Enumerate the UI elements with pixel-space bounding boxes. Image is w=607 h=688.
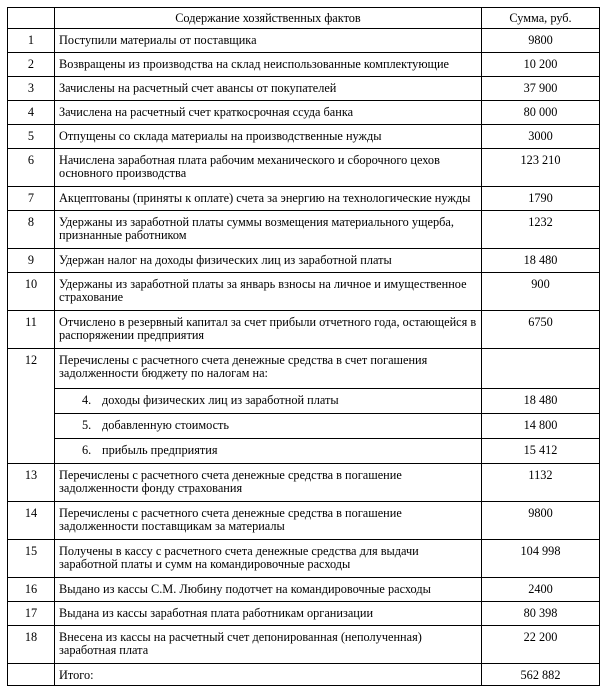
sub-item-text: прибыль предприятия: [102, 443, 218, 457]
table-subrow: [8, 414, 600, 439]
row-sum: 22 200: [482, 626, 600, 664]
row-number: 12: [8, 349, 55, 389]
row-sum: 15 412: [482, 439, 600, 464]
row-number: 8: [8, 211, 55, 249]
row-number: 4: [8, 101, 55, 125]
row-sum: 9800: [482, 502, 600, 540]
row-sum: 2400: [482, 578, 600, 602]
table-row: [8, 77, 600, 101]
row-number: 18: [8, 626, 55, 664]
header-number: [8, 8, 55, 29]
table-row: [8, 464, 600, 502]
row-number: 1: [8, 29, 55, 53]
row-description: Перечислены с расчетного счета денежные средства в погашение задолженности поставщикам за материалы: [55, 502, 482, 540]
row-sum: 80 000: [482, 101, 600, 125]
row-description: Начислена заработная плата рабочим механического и сборочного цехов основного производства: [55, 149, 482, 187]
row-number: 16: [8, 578, 55, 602]
row-number: 15: [8, 540, 55, 578]
table-row: [8, 187, 600, 211]
row-description: Удержаны из заработной платы за январь взносы на личное и имущественное страхование: [55, 273, 482, 311]
table-row: [8, 101, 600, 125]
row-sum: 80 398: [482, 602, 600, 626]
total-row: [8, 664, 600, 686]
row-sum: 37 900: [482, 77, 600, 101]
row-sum: 1232: [482, 211, 600, 249]
table-row: [8, 502, 600, 540]
row-description: Поступили материалы от поставщика: [55, 29, 482, 53]
table-row: [8, 53, 600, 77]
table-row: [8, 349, 600, 389]
row-number: [8, 414, 55, 439]
sub-item-text: добавленную стоимость: [102, 418, 230, 432]
table-row: [8, 125, 600, 149]
total-sum: 562 882: [482, 664, 600, 686]
table-subrow: [8, 389, 600, 414]
row-description: Зачислена на расчетный счет краткосрочная ссуда банка: [55, 101, 482, 125]
row-sum: 123 210: [482, 149, 600, 187]
row-sum: 18 480: [482, 389, 600, 414]
row-number: 2: [8, 53, 55, 77]
row-description: Получены в кассу с расчетного счета денежные средства для выдачи заработной платы и сумм на командировочные расходы: [55, 540, 482, 578]
row-sum: 6750: [482, 311, 600, 349]
table-row: [8, 626, 600, 664]
row-sum: [482, 349, 600, 389]
row-description: Возвращены из производства на склад неиспользованные комплектующие: [55, 53, 482, 77]
table-row: [8, 540, 600, 578]
row-sum: 104 998: [482, 540, 600, 578]
row-number: 14: [8, 502, 55, 540]
row-description: Выдано из кассы С.М. Любину подотчет на командировочные расходы: [55, 578, 482, 602]
row-sum: 9800: [482, 29, 600, 53]
row-description: Внесена из кассы на расчетный счет депонированная (неполученная) заработная плата: [55, 626, 482, 664]
row-number: 10: [8, 273, 55, 311]
row-description: [55, 414, 482, 439]
row-sum: 900: [482, 273, 600, 311]
transactions-table: [7, 7, 600, 686]
row-sum: 3000: [482, 125, 600, 149]
row-number: 6: [8, 149, 55, 187]
row-sum: 1132: [482, 464, 600, 502]
row-number: 13: [8, 464, 55, 502]
row-sum: 18 480: [482, 249, 600, 273]
row-number: [8, 439, 55, 464]
table-body: [8, 29, 600, 664]
row-description: Отпущены со склада материалы на производственные нужды: [55, 125, 482, 149]
table-row: [8, 211, 600, 249]
row-number: 11: [8, 311, 55, 349]
table-row: [8, 249, 600, 273]
row-description: Выдана из кассы заработная плата работникам организации: [55, 602, 482, 626]
row-description: Удержаны из заработной платы суммы возмещения материального ущерба, признанные работником: [55, 211, 482, 249]
row-number: [8, 389, 55, 414]
row-description: Акцептованы (приняты к оплате) счета за энергию на технологические нужды: [55, 187, 482, 211]
row-number: 17: [8, 602, 55, 626]
total-number-cell: [8, 664, 55, 686]
row-number: 5: [8, 125, 55, 149]
header-description: Содержание хозяйственных фактов: [55, 8, 482, 29]
sub-item-number: 4.: [82, 393, 92, 407]
table-row: [8, 149, 600, 187]
sub-item-number: 5.: [82, 418, 92, 432]
row-description: Перечислены с расчетного счета денежные средства в погашение задолженности фонду страхования: [55, 464, 482, 502]
row-number: 3: [8, 77, 55, 101]
table-row: [8, 29, 600, 53]
table-row: [8, 311, 600, 349]
row-description: Удержан налог на доходы физических лиц из заработной платы: [55, 249, 482, 273]
row-description: Зачислены на расчетный счет авансы от покупателей: [55, 77, 482, 101]
sub-item-text: доходы физических лиц из заработной платы: [102, 393, 339, 407]
header-row: [8, 8, 600, 29]
row-description: [55, 389, 482, 414]
row-number: 9: [8, 249, 55, 273]
row-description: [55, 439, 482, 464]
table-subrow: [8, 439, 600, 464]
row-description: Перечислены с расчетного счета денежные средства в счет погашения задолженности бюджету по налогам на:: [55, 349, 482, 389]
table-row: [8, 273, 600, 311]
total-label: Итого:: [55, 664, 482, 686]
header-sum: Сумма, руб.: [482, 8, 600, 29]
table-row: [8, 602, 600, 626]
row-sum: 10 200: [482, 53, 600, 77]
row-sum: 1790: [482, 187, 600, 211]
sub-item-number: 6.: [82, 443, 92, 457]
table-row: [8, 578, 600, 602]
row-sum: 14 800: [482, 414, 600, 439]
row-description: Отчислено в резервный капитал за счет прибыли отчетного года, остающейся в распоряжении предприятия: [55, 311, 482, 349]
row-number: 7: [8, 187, 55, 211]
